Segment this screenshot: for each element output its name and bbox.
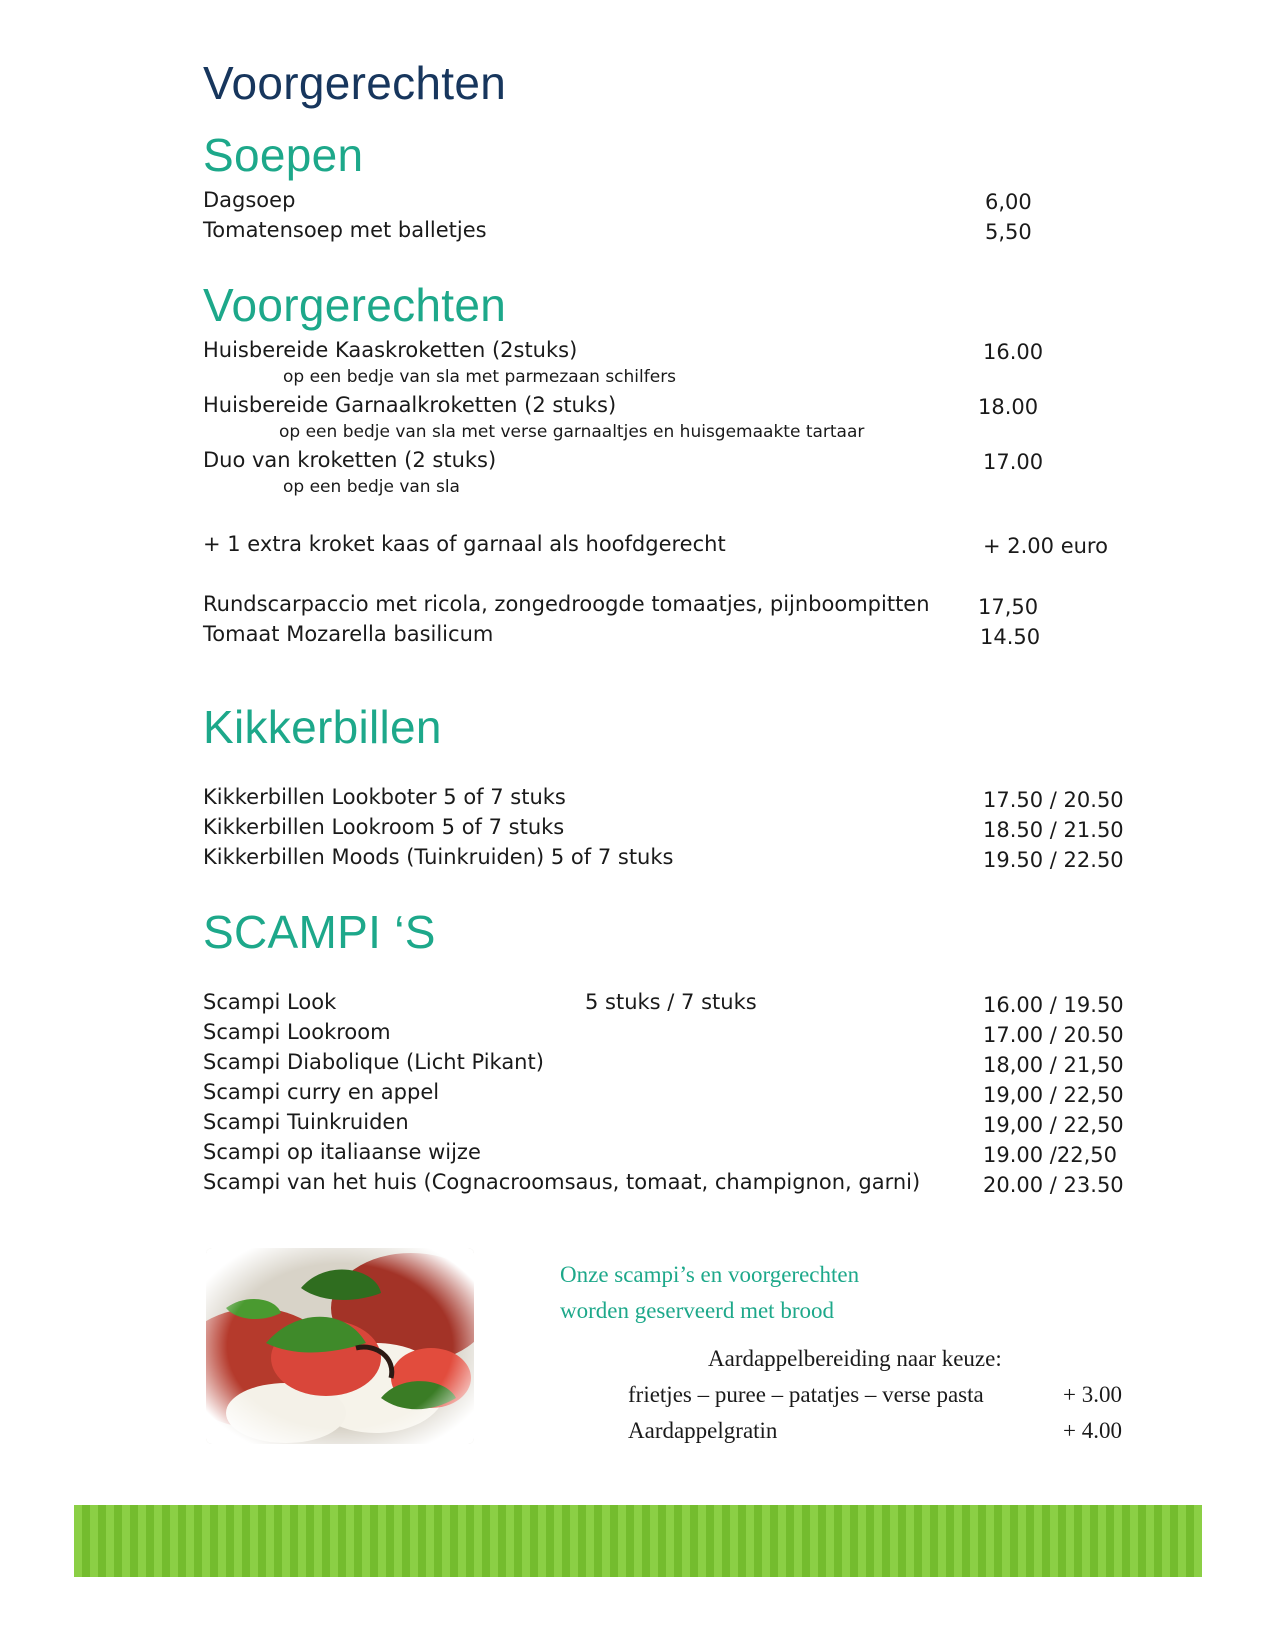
menu-item-price: 19,00 / 22,50 bbox=[983, 1113, 1124, 1137]
menu-item-price: 16.00 bbox=[983, 340, 1044, 364]
potato-option-price: + 3.00 bbox=[1063, 1382, 1122, 1407]
menu-item-price: 18.00 bbox=[978, 395, 1039, 419]
section-heading-soepen: Soepen bbox=[203, 129, 364, 181]
menu-item-name: Duo van kroketten (2 stuks) bbox=[203, 448, 497, 472]
menu-item-description: op een bedje van sla bbox=[283, 477, 460, 497]
menu-item-name: Rundscarpaccio met ricola, zongedroogde tomaatjes, pijnboompitten bbox=[203, 592, 930, 616]
menu-item-name: Huisbereide Kaaskroketten (2stuks) bbox=[203, 338, 578, 362]
menu-item-name: Scampi Look bbox=[203, 990, 337, 1014]
menu-item-name: Tomatensoep met balletjes bbox=[203, 218, 487, 242]
menu-item-price: 6,00 bbox=[985, 190, 1032, 214]
menu-item-price: 14.50 bbox=[980, 625, 1041, 649]
menu-item-name: Kikkerbillen Lookroom 5 of 7 stuks bbox=[203, 815, 565, 839]
menu-item-price: 18,00 / 21,50 bbox=[983, 1053, 1124, 1077]
menu-item-price: 19.00 /22,50 bbox=[983, 1143, 1117, 1167]
menu-item-price: 17.50 / 20.50 bbox=[983, 788, 1124, 812]
section-heading-voorgerechten: Voorgerechten bbox=[203, 279, 507, 331]
page-title: Voorgerechten bbox=[203, 57, 507, 109]
extra-item-name: + 1 extra kroket kaas of garnaal als hoofdgerecht bbox=[203, 532, 726, 556]
menu-item-price: 20.00 / 23.50 bbox=[983, 1173, 1124, 1197]
menu-item-name: Scampi curry en appel bbox=[203, 1080, 440, 1104]
menu-item-name: Tomaat Mozarella basilicum bbox=[203, 622, 494, 646]
decorative-stripe-footer bbox=[74, 1505, 1202, 1577]
potato-option-name: frietjes – puree – patatjes – verse pasta bbox=[628, 1382, 984, 1407]
section-heading-scampis: SCAMPI ‘S bbox=[203, 906, 436, 958]
menu-item-name: Scampi Diabolique (Licht Pikant) bbox=[203, 1050, 544, 1074]
bread-note-line1: Onze scampi’s en voorgerechten bbox=[560, 1262, 860, 1287]
menu-item-price: 16.00 / 19.50 bbox=[983, 993, 1124, 1017]
caprese-salad-photo bbox=[206, 1248, 474, 1444]
menu-item-name: Scampi Lookroom bbox=[203, 1020, 391, 1044]
menu-item-price: 17.00 bbox=[983, 450, 1044, 474]
menu-item-name: Huisbereide Garnaalkroketten (2 stuks) bbox=[203, 393, 617, 417]
menu-item-description: op een bedje van sla met parmezaan schilfers bbox=[283, 367, 677, 387]
menu-item-price: 5,50 bbox=[985, 220, 1032, 244]
menu-item-name: Scampi van het huis (Cognacroomsaus, tomaat, champignon, garni) bbox=[203, 1170, 921, 1194]
menu-item-name: Scampi Tuinkruiden bbox=[203, 1110, 409, 1134]
menu-item-name: Scampi op italiaanse wijze bbox=[203, 1140, 481, 1164]
potato-option-price: + 4.00 bbox=[1063, 1418, 1122, 1443]
menu-item-name: Dagsoep bbox=[203, 188, 296, 212]
extra-item-price: + 2.00 euro bbox=[983, 534, 1108, 558]
quantity-note: 5 stuks / 7 stuks bbox=[585, 990, 757, 1014]
menu-item-price: 19,00 / 22,50 bbox=[983, 1083, 1124, 1107]
bread-note-line2: worden geserveerd met brood bbox=[560, 1298, 834, 1323]
menu-item-price: 17,50 bbox=[978, 595, 1039, 619]
menu-item-price: 18.50 / 21.50 bbox=[983, 818, 1124, 842]
potato-option-name: Aardappelgratin bbox=[628, 1418, 778, 1443]
potatoes-heading: Aardappelbereiding naar keuze: bbox=[708, 1346, 1002, 1371]
menu-item-name: Kikkerbillen Lookboter 5 of 7 stuks bbox=[203, 785, 566, 809]
menu-item-price: 19.50 / 22.50 bbox=[983, 848, 1124, 872]
menu-item-description: op een bedje van sla met verse garnaaltjes en huisgemaakte tartaar bbox=[279, 422, 865, 442]
section-heading-kikkerbillen: Kikkerbillen bbox=[203, 701, 442, 753]
menu-item-name: Kikkerbillen Moods (Tuinkruiden) 5 of 7 stuks bbox=[203, 845, 674, 869]
menu-item-price: 17.00 / 20.50 bbox=[983, 1023, 1124, 1047]
